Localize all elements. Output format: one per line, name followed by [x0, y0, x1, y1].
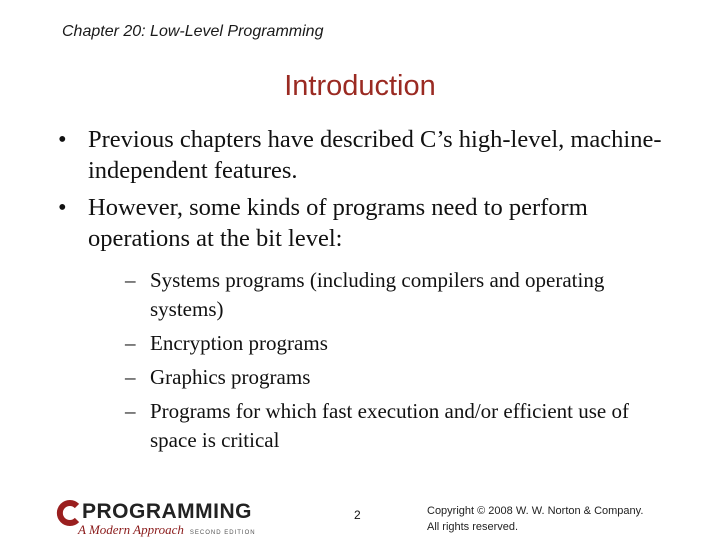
sub-bullet-item	[88, 397, 678, 455]
bullet-list	[58, 124, 678, 461]
sub-bullet-text: Programs for which fast execution and/or efficient use of space is critical	[150, 399, 629, 452]
copyright-line: All rights reserved.	[427, 521, 519, 533]
copyright-line: Copyright © 2008 W. W. Norton & Company.	[427, 505, 644, 517]
bullet-item	[58, 192, 678, 455]
bullet-text: Previous chapters have described C’s high-level, machine-independent features.	[88, 126, 662, 184]
bullet-marker: •	[58, 126, 67, 153]
sub-bullet-marker: –	[125, 365, 136, 389]
sub-bullet-text: Graphics programs	[150, 365, 311, 389]
bullet-text: However, some kinds of programs need to perform operations at the bit level:	[88, 194, 588, 252]
logo-edition: SECOND EDITION	[189, 530, 256, 536]
sub-bullet-marker: –	[125, 331, 136, 355]
sub-bullet-marker: –	[125, 399, 136, 423]
sub-bullet-text: Systems programs (including compilers and operating systems)	[150, 268, 605, 321]
chapter-header: Chapter 20: Low-Level Programming	[62, 23, 324, 40]
sub-bullet-text: Encryption programs	[150, 331, 328, 355]
logo-wordmark: PROGRAMMING	[82, 500, 252, 523]
page-number: 2	[354, 508, 361, 522]
logo-subtitle: A Modern Approach SECOND EDITION	[78, 522, 256, 537]
book-logo	[56, 500, 266, 540]
bullet-item	[58, 124, 678, 186]
sub-bullet-item	[88, 329, 678, 358]
copyright-notice	[427, 503, 707, 535]
bullet-marker: •	[58, 194, 67, 221]
sub-bullet-list	[88, 266, 678, 455]
sub-bullet-item	[88, 363, 678, 392]
slide-title: Introduction	[284, 70, 436, 102]
sub-bullet-item	[88, 266, 678, 324]
sub-bullet-marker: –	[125, 268, 136, 292]
